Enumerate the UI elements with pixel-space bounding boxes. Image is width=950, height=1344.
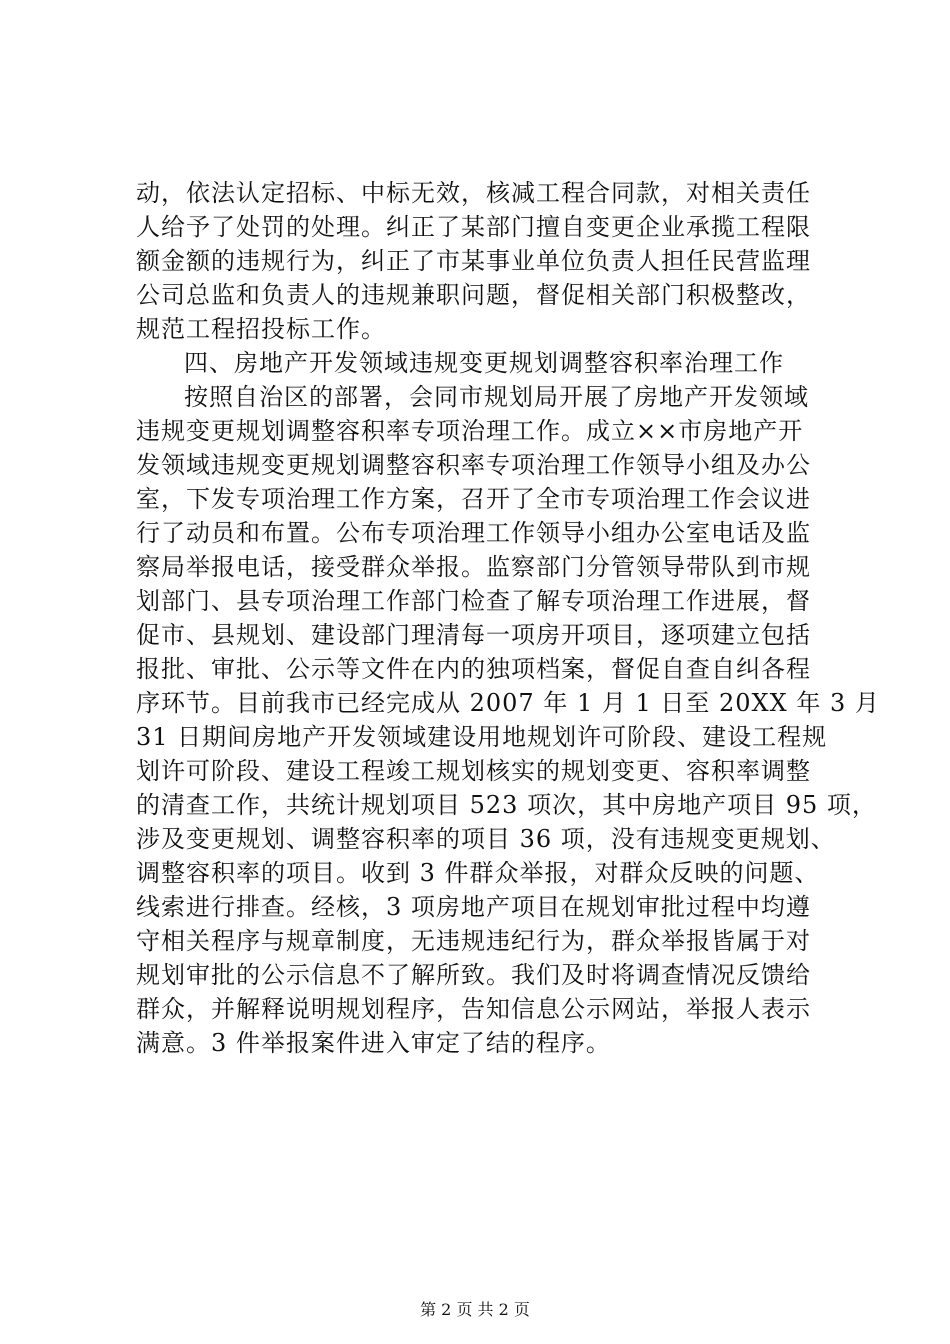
text-line: 规划审批的公示信息不了解所致。我们及时将调查情况反馈给 [136,961,811,989]
document-body [136,176,880,1060]
text-line: 划许可阶段、建设工程竣工规划核实的规划变更、容积率调整 [136,757,811,785]
text-line: 守相关程序与规章制度，无违规违纪行为，群众举报皆属于对 [136,927,811,955]
text-line: 室，下发专项治理工作方案，召开了全市专项治理工作会议进 [136,485,811,513]
text-line: 划部门、县专项治理工作部门检查了解专项治理工作进展，督 [136,587,811,615]
text-line: 动，依法认定招标、中标无效，核减工程合同款，对相关责任 [136,179,811,207]
text-line: 公司总监和负责人的违规兼职问题，督促相关部门积极整改， [136,281,811,309]
section-heading: 四、房地产开发领域违规变更规划调整容积率治理工作 [184,349,784,377]
text-line: 31 日期间房地产开发领域建设用地规划许可阶段、建设工程规 [136,723,828,751]
text-line: 规范工程招投标工作。 [136,315,386,343]
text-line: 线索进行排查。经核，3 项房地产项目在规划审批过程中均遵 [136,893,811,921]
text-line: 满意。3 件举报案件进入审定了结的程序。 [136,1029,611,1057]
text-line: 行了动员和布置。公布专项治理工作领导小组办公室电话及监 [136,519,811,547]
paragraph-first-line: 按照自治区的部署，会同市规划局开展了房地产开发领域 [184,383,809,411]
text-line: 人给予了处罚的处理。纠正了某部门擅自变更企业承揽工程限 [136,213,811,241]
page-number-footer: 第 2 页 共 2 页 [420,1300,530,1319]
text-line: 违规变更规划调整容积率专项治理工作。成立××市房地产开 [136,417,804,445]
text-line: 的清查工作，共统计规划项目 523 项次，其中房地产项目 95 项， [136,791,877,819]
text-line: 调整容积率的项目。收到 3 件群众举报，对群众反映的问题、 [136,859,820,887]
text-line: 群众，并解释说明规划程序，告知信息公示网站，举报人表示 [136,995,811,1023]
text-line: 报批、审批、公示等文件在内的独项档案，督促自查自纠各程 [136,655,811,683]
text-line: 涉及变更规划、调整容积率的项目 36 项，没有违规变更规划、 [136,825,836,853]
text-line: 序环节。目前我市已经完成从 2007 年 1 月 1 日至 20XX 年 3 月 [136,689,880,717]
text-line: 促市、县规划、建设部门理清每一项房开项目，逐项建立包括 [136,621,811,649]
text-line: 察局举报电话，接受群众举报。监察部门分管领导带队到市规 [136,553,811,581]
text-line: 额金额的违规行为，纠正了市某事业单位负责人担任民营监理 [136,247,811,275]
text-line: 发领域违规变更规划调整容积率专项治理工作领导小组及办公 [136,451,811,479]
